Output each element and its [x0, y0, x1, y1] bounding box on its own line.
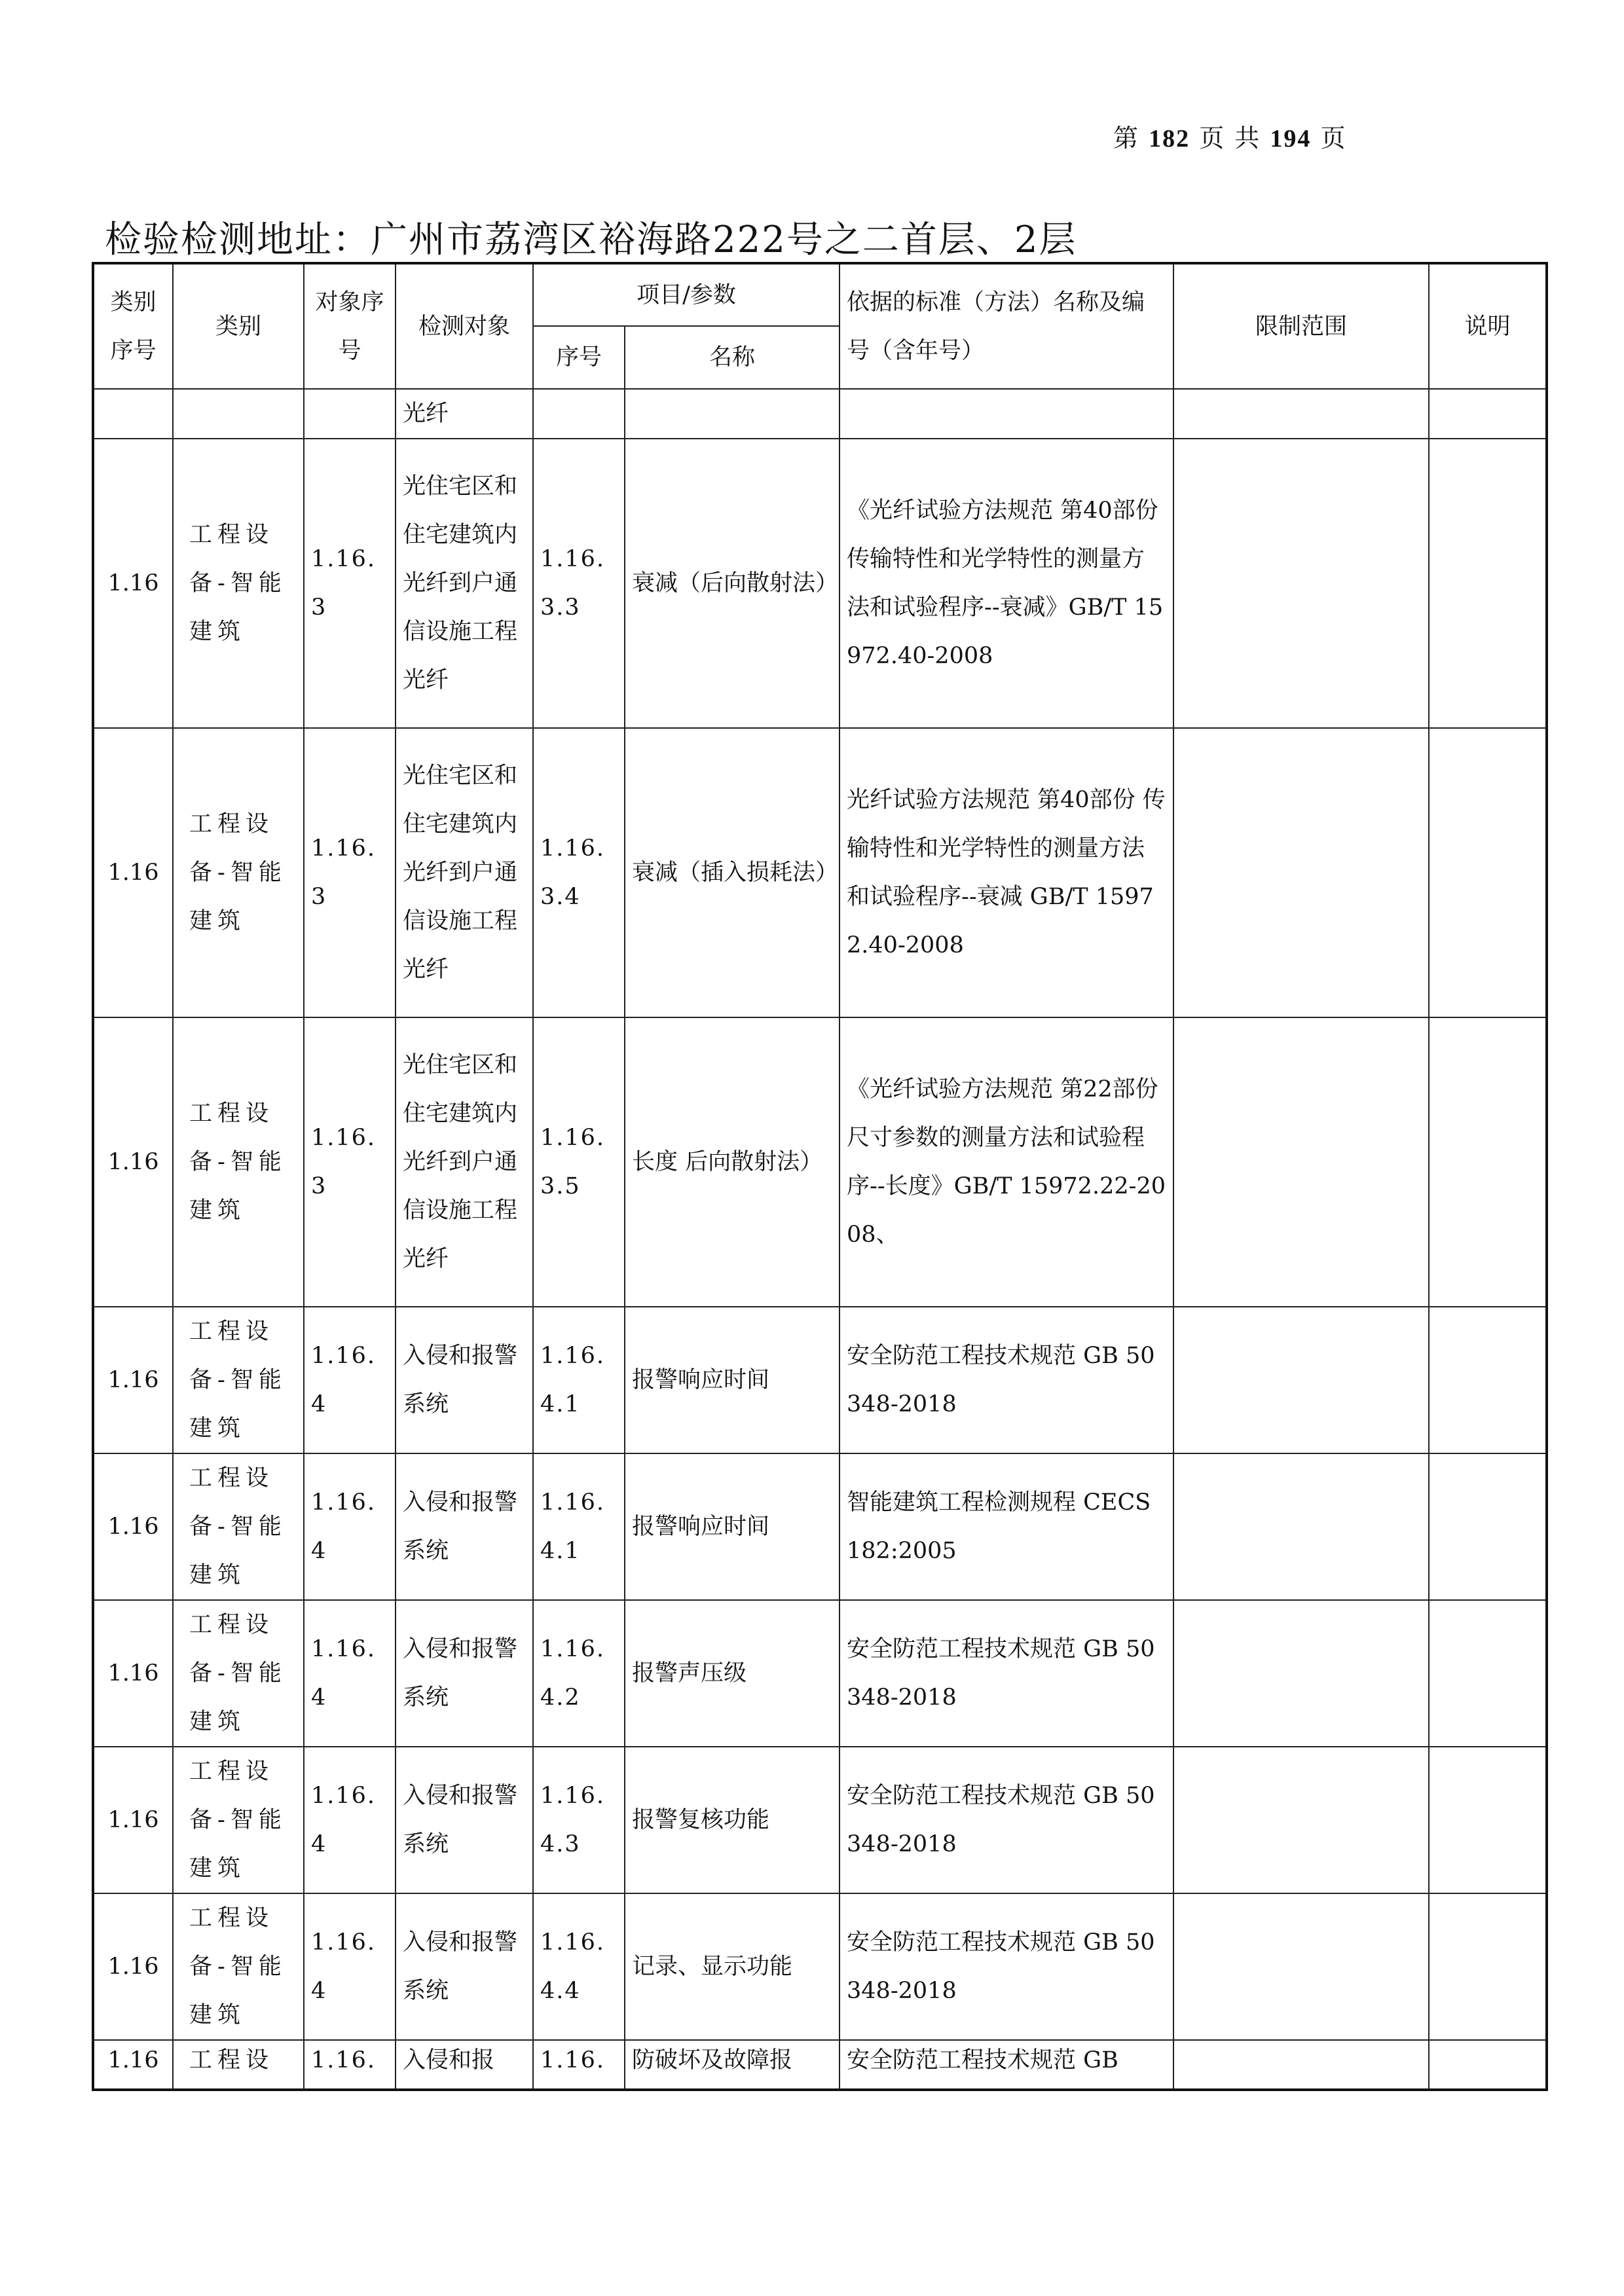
header-object: 检测对象 [396, 263, 533, 389]
cell-category: 工程设备-智能建筑 [173, 439, 304, 728]
cell [1429, 389, 1547, 439]
cell-item-no: 1.16.3.3 [533, 439, 625, 728]
cell-note [1429, 1017, 1547, 1307]
cell-item-name: 报警响应时间 [625, 1453, 840, 1600]
cell-limit [1173, 728, 1429, 1017]
cell-note [1429, 728, 1547, 1017]
cell-object: 入侵和报警系统 [396, 1600, 533, 1747]
cell [173, 389, 304, 439]
header-object-no: 对象序号 [304, 263, 396, 389]
header-category: 类别 [173, 263, 304, 389]
table-row-continuation [93, 389, 1547, 439]
cell-item-no: 1.16.4.2 [533, 1600, 625, 1747]
cell-category-no: 1.16 [93, 1307, 173, 1453]
cell-object-no: 1.16.4 [304, 1453, 396, 1600]
header-standard: 依据的标准（方法）名称及编号（含年号） [840, 263, 1173, 389]
cell-note [1429, 1307, 1547, 1453]
cell-category-no: 1.16 [93, 728, 173, 1017]
table-row [93, 1893, 1547, 2040]
cell-category-no: 1.16 [93, 1017, 173, 1307]
cell-category: 工程设备-智能建筑 [173, 1600, 304, 1747]
page-number-current: 182 [1149, 125, 1190, 153]
cell-object-no: 1.16.3 [304, 1017, 396, 1307]
header-item-name: 名称 [625, 326, 840, 389]
cell-object: 入侵和报警系统 [396, 1893, 533, 2040]
cell-object-no: 1.16.3 [304, 439, 396, 728]
cell-object: 入侵和报 [396, 2040, 533, 2090]
cell-object: 入侵和报警系统 [396, 1307, 533, 1453]
cell-item-name: 报警复核功能 [625, 1747, 840, 1893]
cell [1173, 389, 1429, 439]
cell [533, 389, 625, 439]
cell-item-name: 防破坏及故障报 [625, 2040, 840, 2090]
cell-object-no: 1.16.4 [304, 1893, 396, 2040]
cell-object-no: 1.16.4 [304, 1600, 396, 1747]
cell-item-name: 报警声压级 [625, 1600, 840, 1747]
cell-item-no: 1.16.4.1 [533, 1307, 625, 1453]
cell-object: 光住宅区和住宅建筑内光纤到户通信设施工程光纤 [396, 1017, 533, 1307]
cell [840, 389, 1173, 439]
cell-standard: 安全防范工程技术规范 GB 50348-2018 [840, 1747, 1173, 1893]
header-category-no: 类别序号 [93, 263, 173, 389]
cell-item-name: 报警响应时间 [625, 1307, 840, 1453]
cell-limit [1173, 1017, 1429, 1307]
table-row [93, 2040, 1547, 2090]
cell-item-no: 1.16.3.5 [533, 1017, 625, 1307]
cell-category: 工程设备-智能建筑 [173, 728, 304, 1017]
cell-category: 工程设备-智能建筑 [173, 1453, 304, 1600]
cell-object-no: 1.16.4 [304, 1307, 396, 1453]
cell-object: 入侵和报警系统 [396, 1747, 533, 1893]
table-row [93, 1453, 1547, 1600]
cell-item-no: 1.16.3.4 [533, 728, 625, 1017]
cell-standard: 智能建筑工程检测规程 CECS 182:2005 [840, 1453, 1173, 1600]
cell-category: 工程设备-智能建筑 [173, 1017, 304, 1307]
cell-category-no: 1.16 [93, 1893, 173, 2040]
cell-object: 入侵和报警系统 [396, 1453, 533, 1600]
cell-category: 工程设备-智能建筑 [173, 1893, 304, 2040]
cell-item-name: 衰减（插入损耗法） [625, 728, 840, 1017]
cell-category: 工程设备-智能建筑 [173, 1307, 304, 1453]
page-number-total: 194 [1270, 125, 1312, 153]
header-limit: 限制范围 [1173, 263, 1429, 389]
cell-standard: 安全防范工程技术规范 GB 50348-2018 [840, 1600, 1173, 1747]
cell-standard: 光纤试验方法规范 第40部份 传输特性和光学特性的测量方法和试验程序--衰减 GB/T 15972.40-2008 [840, 728, 1173, 1017]
page-number-prefix: 第 [1113, 124, 1140, 153]
cell-item-no: 1.16.4.1 [533, 1453, 625, 1600]
table-row [93, 1307, 1547, 1453]
cell-limit [1173, 1893, 1429, 2040]
cell-category-no: 1.16 [93, 2040, 173, 2090]
cell [304, 389, 396, 439]
cell-category: 工程设 [173, 2040, 304, 2090]
cell-limit [1173, 1747, 1429, 1893]
page-number [1113, 118, 1362, 154]
scope-table [92, 262, 1548, 2091]
header-item-no: 序号 [533, 326, 625, 389]
page-number-middle: 页 共 [1199, 124, 1261, 153]
cell-item-no: 1.16.4.3 [533, 1747, 625, 1893]
cell-note [1429, 1747, 1547, 1893]
cell-object-no: 1.16.3 [304, 728, 396, 1017]
cell-note [1429, 1453, 1547, 1600]
cell-item-no: 1.16. [533, 2040, 625, 2090]
cell-category-no: 1.16 [93, 1600, 173, 1747]
cell [625, 389, 840, 439]
cell-object-no: 1.16.4 [304, 1747, 396, 1893]
cell-standard: 安全防范工程技术规范 GB 50348-2018 [840, 1893, 1173, 2040]
cell-note [1429, 2040, 1547, 2090]
table-row [93, 1747, 1547, 1893]
cell-object: 光住宅区和住宅建筑内光纤到户通信设施工程光纤 [396, 439, 533, 728]
header-item-group: 项目/参数 [533, 263, 840, 326]
table-row [93, 728, 1547, 1017]
cell-object: 光住宅区和住宅建筑内光纤到户通信设施工程光纤 [396, 728, 533, 1017]
cell-category-no: 1.16 [93, 1747, 173, 1893]
page-number-suffix: 页 [1320, 124, 1347, 153]
cell-note [1429, 1600, 1547, 1747]
testing-address: 检验检测地址：广州市荔湾区裕海路222号之二首层、2层 [105, 219, 1077, 261]
cell-limit [1173, 1453, 1429, 1600]
cell-item-name: 长度 后向散射法） [625, 1017, 840, 1307]
cell-item-name: 衰减（后向散射法） [625, 439, 840, 728]
cell-object-no: 1.16. [304, 2040, 396, 2090]
cell-category: 工程设备-智能建筑 [173, 1747, 304, 1893]
table-row [93, 1600, 1547, 1747]
cell-limit [1173, 1307, 1429, 1453]
table-row [93, 1017, 1547, 1307]
cell-item-name: 记录、显示功能 [625, 1893, 840, 2040]
cell-category-no: 1.16 [93, 1453, 173, 1600]
cell-note [1429, 439, 1547, 728]
header-note: 说明 [1429, 263, 1547, 389]
cell-note [1429, 1893, 1547, 2040]
cell-standard: 《光纤试验方法规范 第40部份 传输特性和光学特性的测量方法和试验程序--衰减》GB/T 15972.40-2008 [840, 439, 1173, 728]
cell-object: 光纤 [396, 389, 533, 439]
table-row [93, 439, 1547, 728]
cell-limit [1173, 2040, 1429, 2090]
cell-standard: 《光纤试验方法规范 第22部份 尺寸参数的测量方法和试验程序--长度》GB/T 15972.22-2008、 [840, 1017, 1173, 1307]
cell-limit [1173, 439, 1429, 728]
cell-limit [1173, 1600, 1429, 1747]
cell-category-no: 1.16 [93, 439, 173, 728]
cell [93, 389, 173, 439]
cell-standard: 安全防范工程技术规范 GB 50348-2018 [840, 1307, 1173, 1453]
cell-item-no: 1.16.4.4 [533, 1893, 625, 2040]
cell-standard: 安全防范工程技术规范 GB [840, 2040, 1173, 2090]
